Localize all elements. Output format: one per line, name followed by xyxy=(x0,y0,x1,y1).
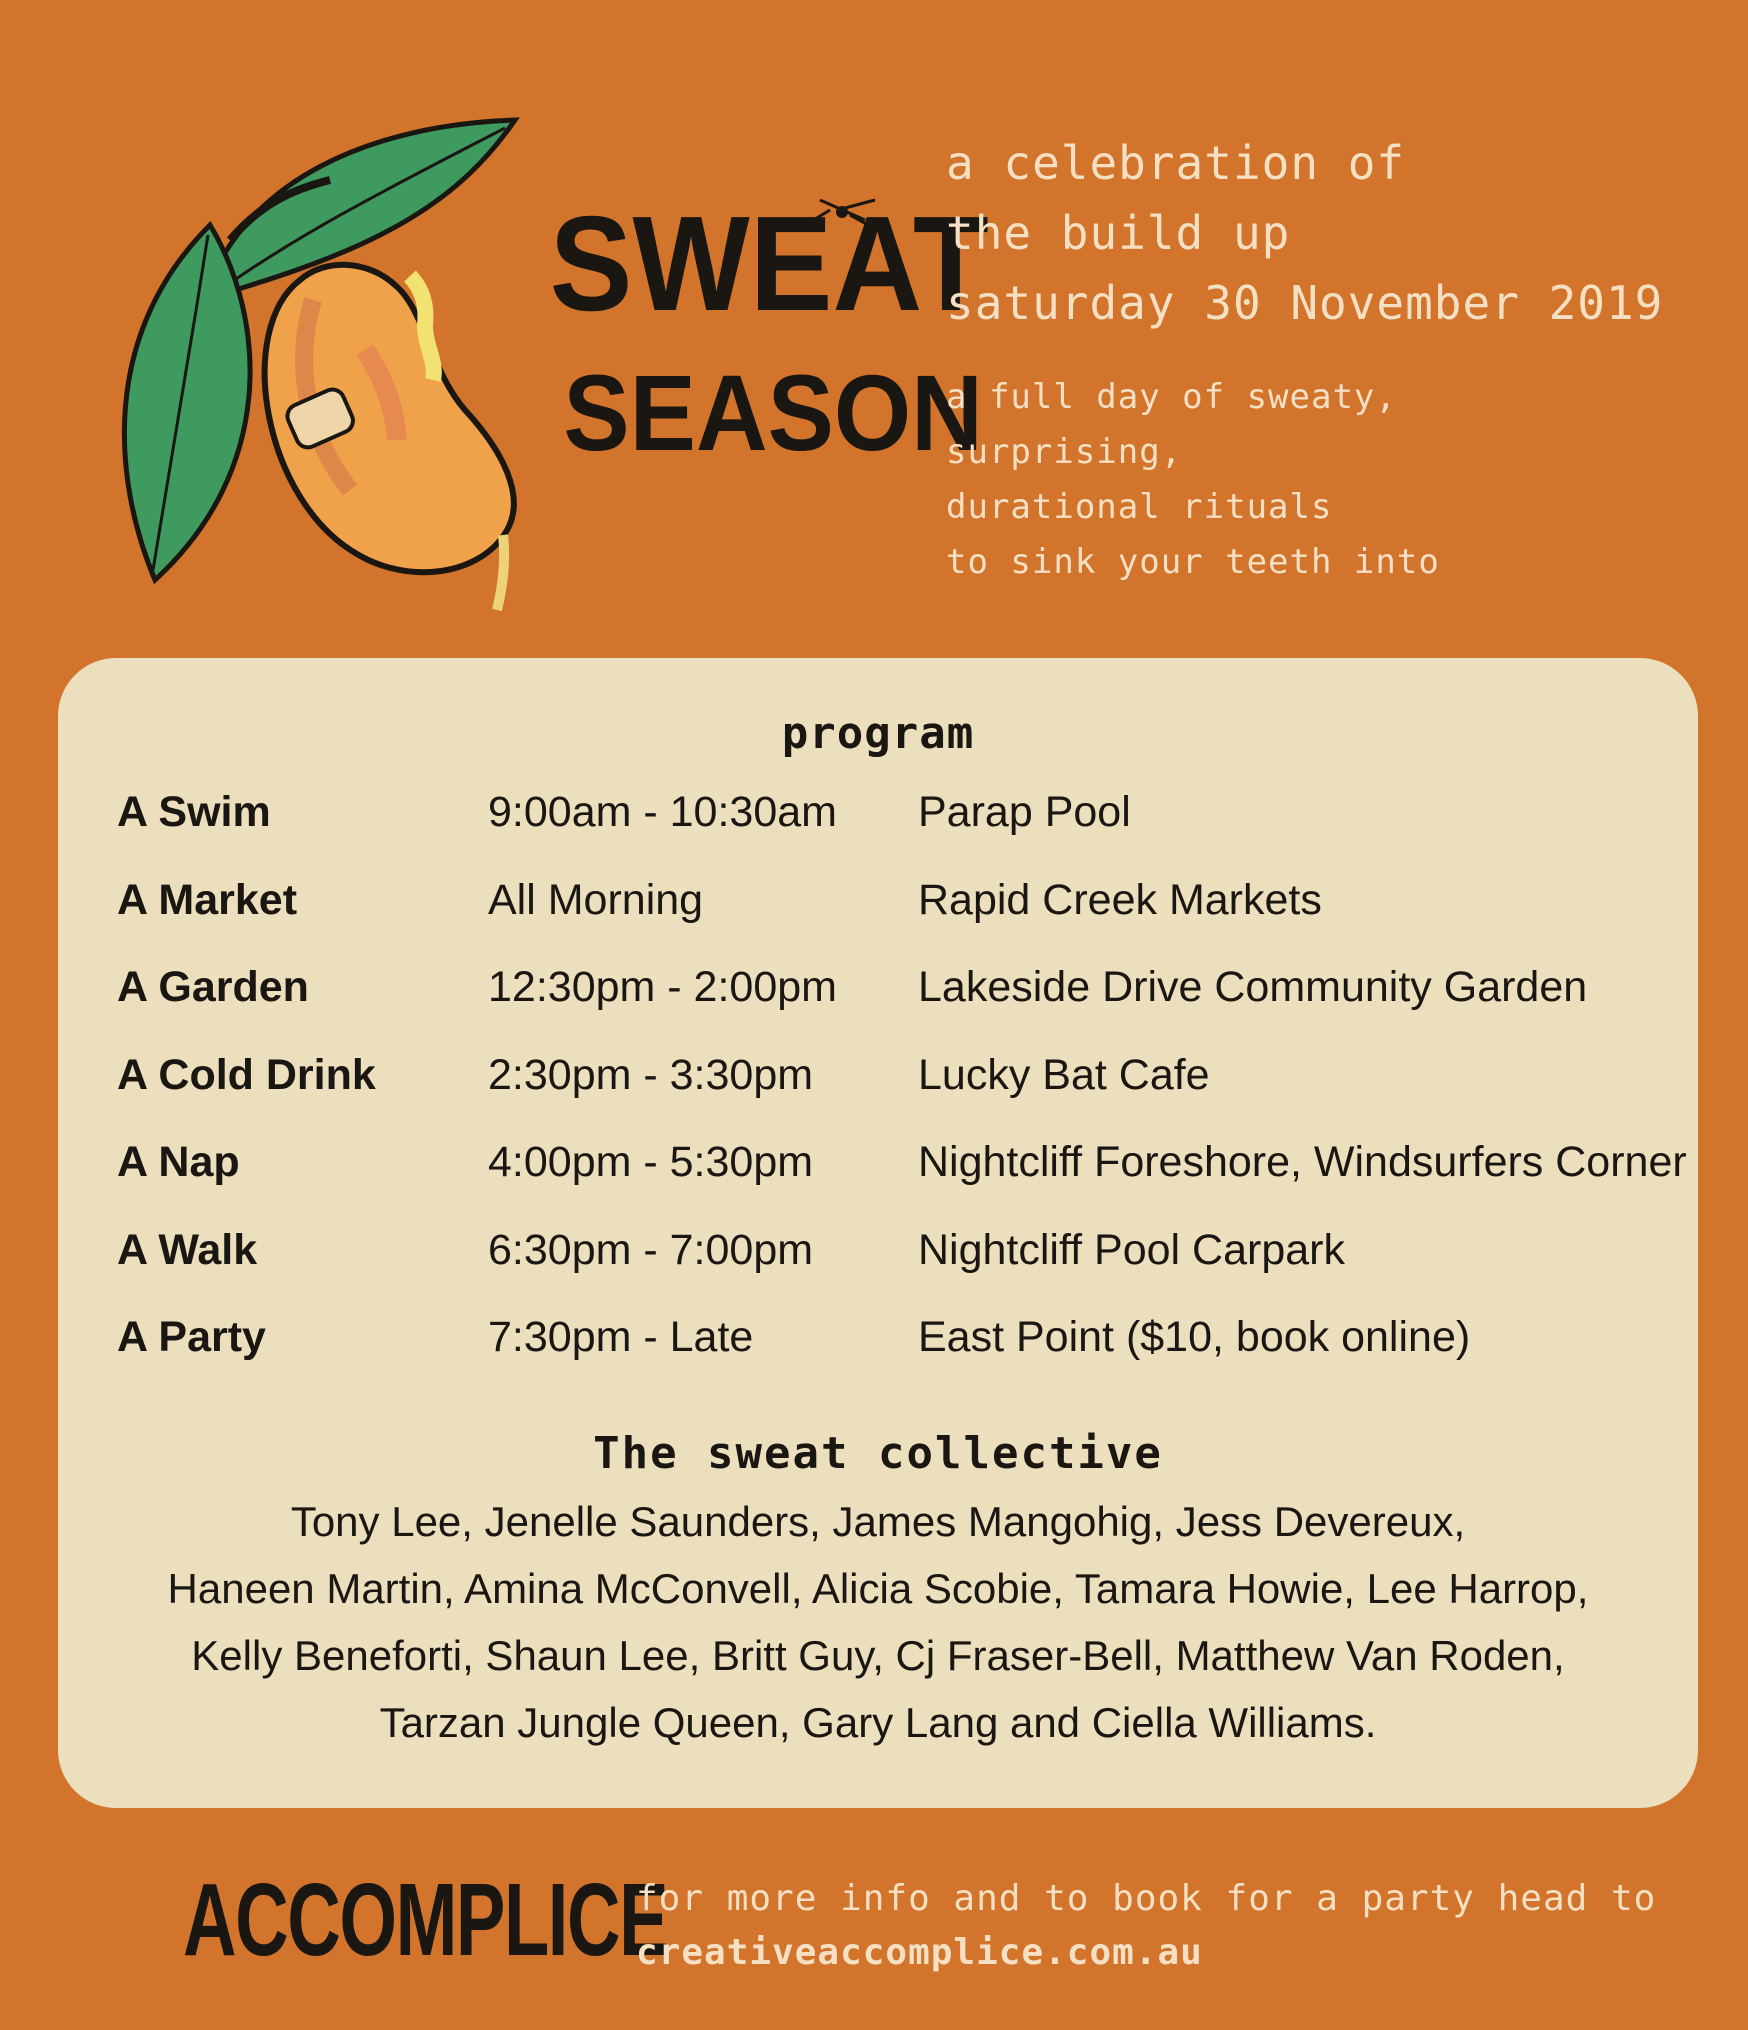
accomplice-brand: ACCOMPLICE xyxy=(183,1862,668,1977)
event-location: Rapid Creek Markets xyxy=(918,875,1322,924)
event-time: 6:30pm - 7:00pm xyxy=(488,1225,814,1274)
description-line: surprising, xyxy=(946,432,1183,472)
logo-title-season: SEASON xyxy=(563,352,983,473)
event-location: Lakeside Drive Community Garden xyxy=(918,963,1588,1011)
event-name: A Swim xyxy=(117,788,271,836)
program-heading: program xyxy=(781,708,975,759)
program-row xyxy=(117,870,1687,958)
tagline-line: a celebration of xyxy=(946,136,1406,190)
event-time: 4:00pm - 5:30pm xyxy=(488,1138,814,1186)
program-row xyxy=(117,1307,1687,1395)
description-line: to sink your teeth into xyxy=(946,542,1440,582)
event-name: A Walk xyxy=(117,1225,258,1274)
mango-illustration xyxy=(265,265,514,610)
event-location: Nightcliff Foreshore, Windsurfers Corner xyxy=(918,1138,1687,1186)
collective-line: Kelly Beneforti, Shaun Lee, Britt Guy, Cj Fraser-Bell, Matthew Van Roden, xyxy=(191,1632,1565,1679)
event-time: 9:00am - 10:30am xyxy=(488,788,837,836)
logo-title-sweat: SWEAT xyxy=(549,189,989,340)
event-name: A Nap xyxy=(117,1138,240,1186)
event-time: 2:30pm - 3:30pm xyxy=(488,1050,814,1099)
footer-url-link[interactable]: creativeaccomplice.com.au xyxy=(636,1932,1203,1973)
tagline-line: the build up xyxy=(946,206,1291,260)
event-tagline xyxy=(946,128,1663,338)
event-name: A Cold Drink xyxy=(117,1050,376,1099)
event-name: A Market xyxy=(117,875,298,924)
collective-heading: The sweat collective xyxy=(593,1428,1163,1479)
program-row xyxy=(117,1045,1687,1133)
program-row xyxy=(117,1132,1687,1220)
footer-info xyxy=(636,1872,1656,1980)
event-time: All Morning xyxy=(488,875,704,924)
tagline-line: saturday 30 November 2019 xyxy=(946,276,1664,330)
collective-members xyxy=(98,1488,1658,1756)
program-row xyxy=(117,957,1687,1045)
program-row xyxy=(117,782,1687,870)
event-description xyxy=(946,370,1440,590)
sweat-season-logo xyxy=(85,80,989,610)
event-location: East Point ($10, book online) xyxy=(918,1313,1471,1361)
description-line: durational rituals xyxy=(946,487,1333,527)
program-row xyxy=(117,1220,1687,1308)
footer-info-line: for more info and to book for a party head to xyxy=(636,1878,1657,1919)
collective-line: Tarzan Jungle Queen, Gary Lang and Ciella Williams. xyxy=(379,1699,1377,1746)
event-location: Lucky Bat Cafe xyxy=(918,1050,1210,1099)
event-time: 7:30pm - Late xyxy=(488,1313,754,1361)
leaf-icon xyxy=(124,225,250,580)
collective-line: Haneen Martin, Amina McConvell, Alicia Scobie, Tamara Howie, Lee Harrop, xyxy=(167,1565,1589,1612)
collective-line: Tony Lee, Jenelle Saunders, James Mangohig, Jess Devereux, xyxy=(290,1498,1466,1545)
event-name: A Garden xyxy=(117,963,309,1011)
event-time: 12:30pm - 2:00pm xyxy=(488,963,837,1011)
event-location: Nightcliff Pool Carpark xyxy=(918,1225,1345,1274)
description-line: a full day of sweaty, xyxy=(946,377,1397,417)
program-card xyxy=(58,658,1698,1808)
program-table xyxy=(117,782,1687,1395)
event-location: Parap Pool xyxy=(918,788,1131,836)
event-name: A Party xyxy=(117,1313,266,1361)
